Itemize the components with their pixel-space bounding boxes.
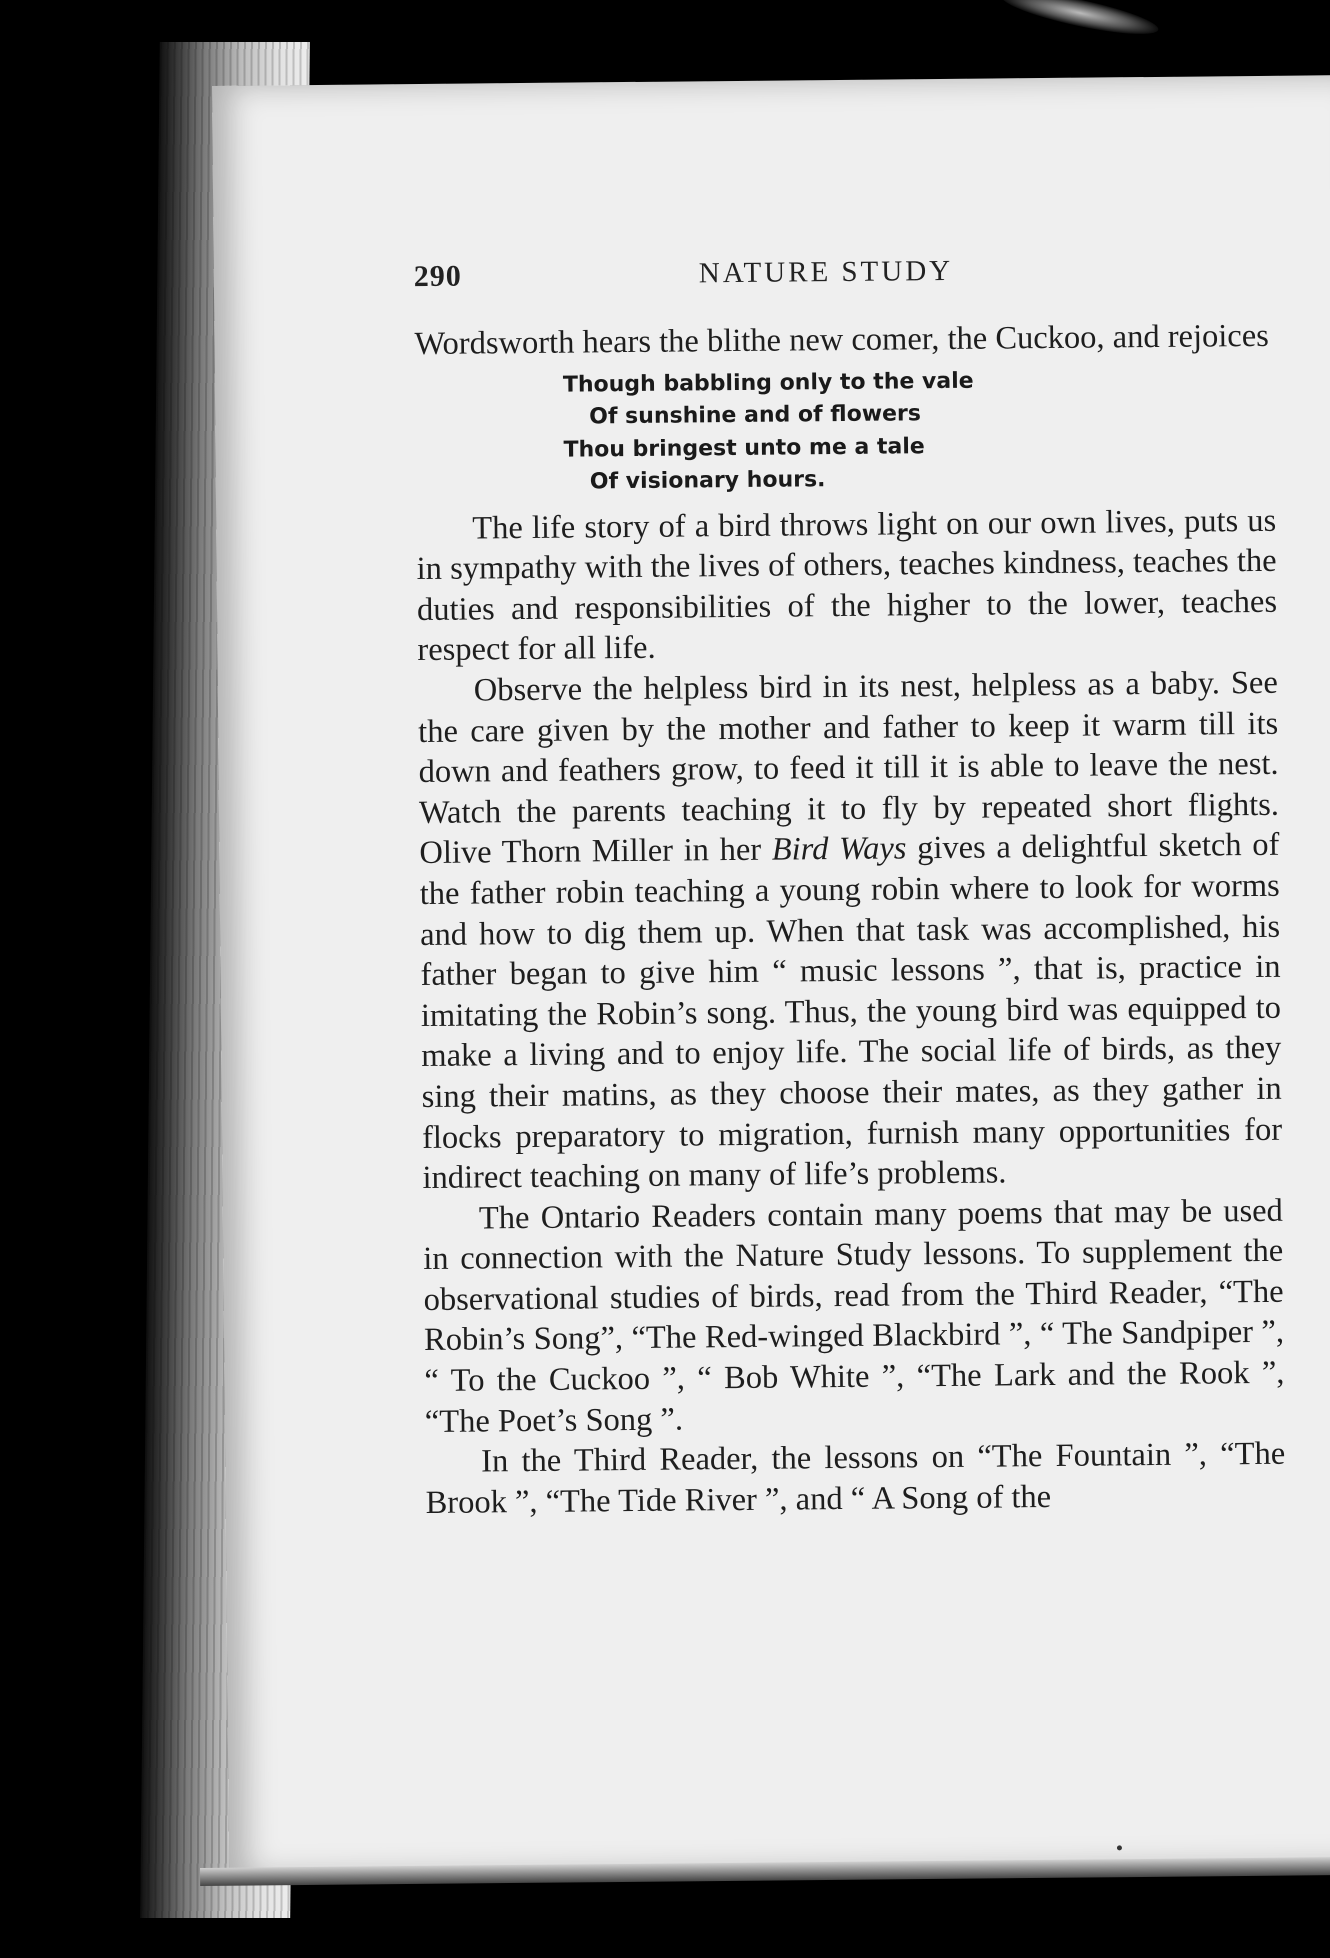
paragraph-text: gives a delightful sketch of the father robin teaching a young robin where to look for worms and how to dig them up. When that task was accomplished, his father began to give him “ music lessons ”, that is, practice in imitating the Robin’s song. Thus, the young bird was equipped to make a living and to enjoy life. The social life of birds, as they sing their matins, as they choose their mates, as they gather in flocks preparatory to migration, furnish many opportunities for indirect teaching on many of life’s problems. [419,827,1283,1197]
verse-line: Thou bringest unto me a tale [563,433,925,463]
page-body [414,316,1285,1524]
running-head: NATURE STUDY [698,254,954,290]
intro-paragraph: Wordsworth hears the blithe new comer, the Cuckoo, and rejoices [414,317,1269,363]
verse-line: Though babbling only to the vale [562,368,974,398]
page-number: 290 [413,259,462,294]
verse-line: Of visionary hours. [589,467,826,495]
paragraph-text: Observe the helpless bird in its nest, helpless as a baby. See the care given by the mother and father to keep it warm till its down and feathers grow, to feed it till it is able to leave the nest. Watch the parents teaching it to fly by repeated short flights. Olive Thorn Miller in her [418,664,1280,872]
book-title: Bird Ways [771,830,907,869]
verse-quote [415,362,1276,500]
verse-line: Of sunshine and of flowers [589,401,922,430]
paragraph-third-reader: In the Third Reader, the lessons on “The Fountain ”, “The Brook ”, “The Tide River ”, and “ A Song of the [425,1436,1286,1521]
ink-speck [1117,1845,1122,1850]
book-page [212,75,1330,1876]
paragraph-life-story: The life story of a bird throws light on our own lives, puts us in sympathy with the lives of others, teaches kindness, teaches the duties and responsibilities of the higher to the lower, teaches respect for all life. [416,502,1278,669]
paragraph-observe-bird [418,663,1283,1199]
paragraph-ontario-readers: The Ontario Readers contain many poems that may be used in connection with the Nature Study lessons. To supplement the observational studies of birds, read from the Third Reader, “The Robin’s Song”, “The Red-winged Blackbird ”, “ The Sandpiper ”, “ To the Cuckoo ”, “ Bob White ”, “The Lark and the Rook ”, “The Poet’s Song ”. [423,1192,1285,1440]
scan-smudge [999,0,1161,42]
page-header [413,252,1244,294]
